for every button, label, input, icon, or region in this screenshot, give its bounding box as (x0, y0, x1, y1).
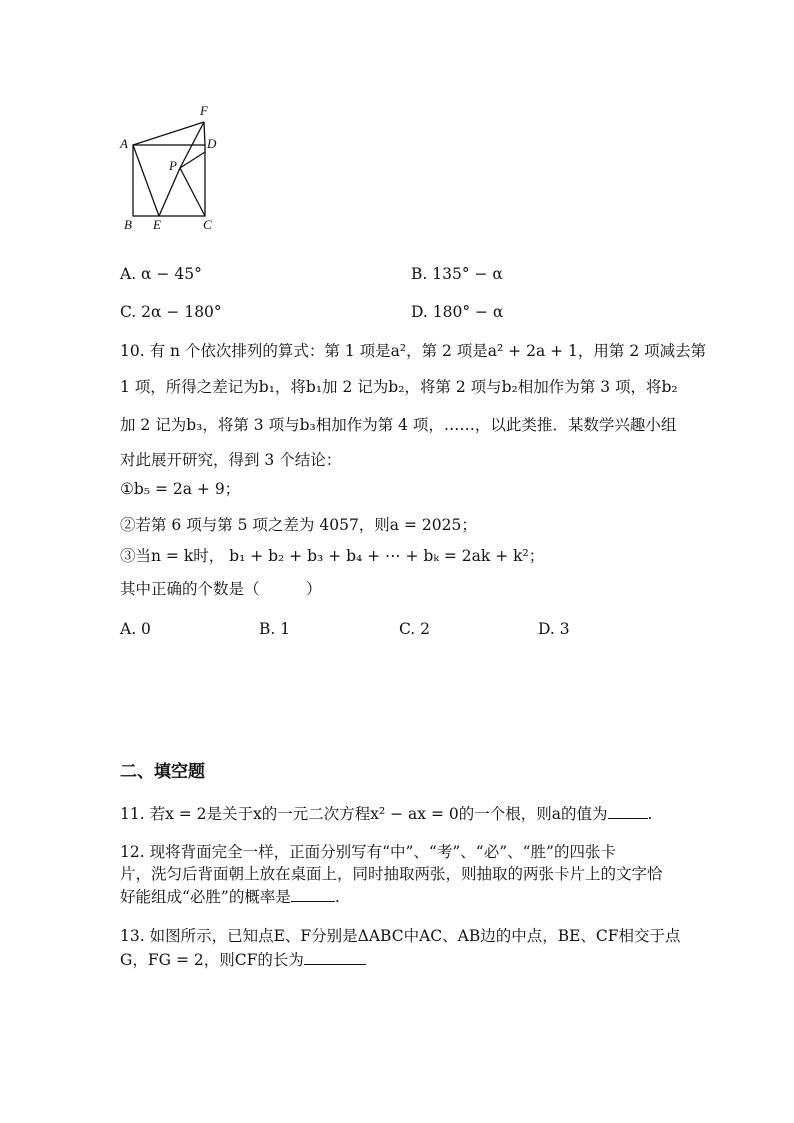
q9-option-b: B. 135° − α (411, 265, 503, 283)
q10-line-2: 1 项，所得之差记为b₁，将b₁加 2 记为b₂，将第 2 项与b₂相加作为第 3 项，将b₂ (120, 378, 678, 396)
q12-answer-blank[interactable] (291, 887, 335, 902)
q10-option-b: B. 1 (259, 620, 291, 638)
section-heading-fill-in: 二、填空题 (120, 762, 205, 782)
q12-line-3 (120, 887, 340, 907)
q13-line-2 (120, 950, 366, 970)
q11-end: . (647, 805, 653, 823)
label-a: A (120, 136, 128, 151)
label-e: E (153, 217, 161, 232)
q10-line-3: 加 2 记为b₃，将第 3 项与b₃相加作为第 4 项，……，以此类推．某数学兴趣小组 (120, 416, 677, 434)
label-f: F (200, 103, 208, 118)
q13-answer-blank[interactable] (304, 950, 366, 965)
q10-line-1: 10. 有 n 个依次排列的算式：第 1 项是a²，第 2 项是a² + 2a + 1，用第 2 项减去第 (120, 342, 707, 360)
q10-option-a: A. 0 (120, 620, 151, 638)
q9-option-d: D. 180° − α (411, 303, 504, 321)
segment-pc (180, 168, 205, 216)
q11-text: 11. 若x = 2是关于x的一元二次方程x² − ax = 0的一个根，则a的值为 (120, 805, 608, 823)
q10-line-4: 对此展开研究，得到 3 个结论： (120, 451, 342, 469)
q9-option-a: A. α − 45° (120, 265, 202, 283)
geometry-figure (118, 102, 228, 238)
segment-ep (159, 168, 180, 216)
label-p: P (169, 158, 177, 173)
q10-question: 其中正确的个数是（ ） (120, 580, 322, 598)
label-c: C (203, 217, 212, 232)
q12-line-1: 12. 现将背面完全一样，正面分别写有“中”、“考”、“必”、“胜”的四张卡 (120, 843, 616, 861)
q12-line-2: 片，洗匀后背面朝上放在桌面上，同时抽取两张，则抽取的两张卡片上的文字恰 (120, 865, 663, 883)
q10-conclusion-3: ③当n = k时， b₁ + b₂ + b₃ + b₄ + ⋯ + bₖ = 2ak + k²； (120, 547, 545, 565)
label-b: B (124, 217, 132, 232)
segment-fd (204, 122, 205, 145)
q11 (120, 804, 652, 824)
square-diagram (118, 102, 228, 238)
label-d: D (207, 136, 217, 151)
q10-conclusion-2: ②若第 6 项与第 5 项之差为 4057，则a = 2025； (120, 516, 477, 534)
q10-option-d: D. 3 (538, 620, 570, 638)
q11-answer-blank[interactable] (608, 804, 648, 819)
q13-line-1: 13. 如图所示，已知点E、F分别是ΔABC中AC、AB边的中点，BE、CF相交于点 (120, 927, 681, 945)
q10-option-c: C. 2 (399, 620, 431, 638)
q9-option-c: C. 2α − 180° (120, 303, 222, 321)
q13-line-2-text: G，FG = 2，则CF的长为 (120, 951, 304, 969)
q12-line-3-text: 好能组成“必胜”的概率是 (120, 888, 291, 906)
q12-end: . (334, 888, 340, 906)
segment-ae (133, 145, 159, 216)
square-abcd (133, 145, 205, 216)
q10-conclusion-1: ①b₅ = 2a + 9； (120, 480, 241, 498)
